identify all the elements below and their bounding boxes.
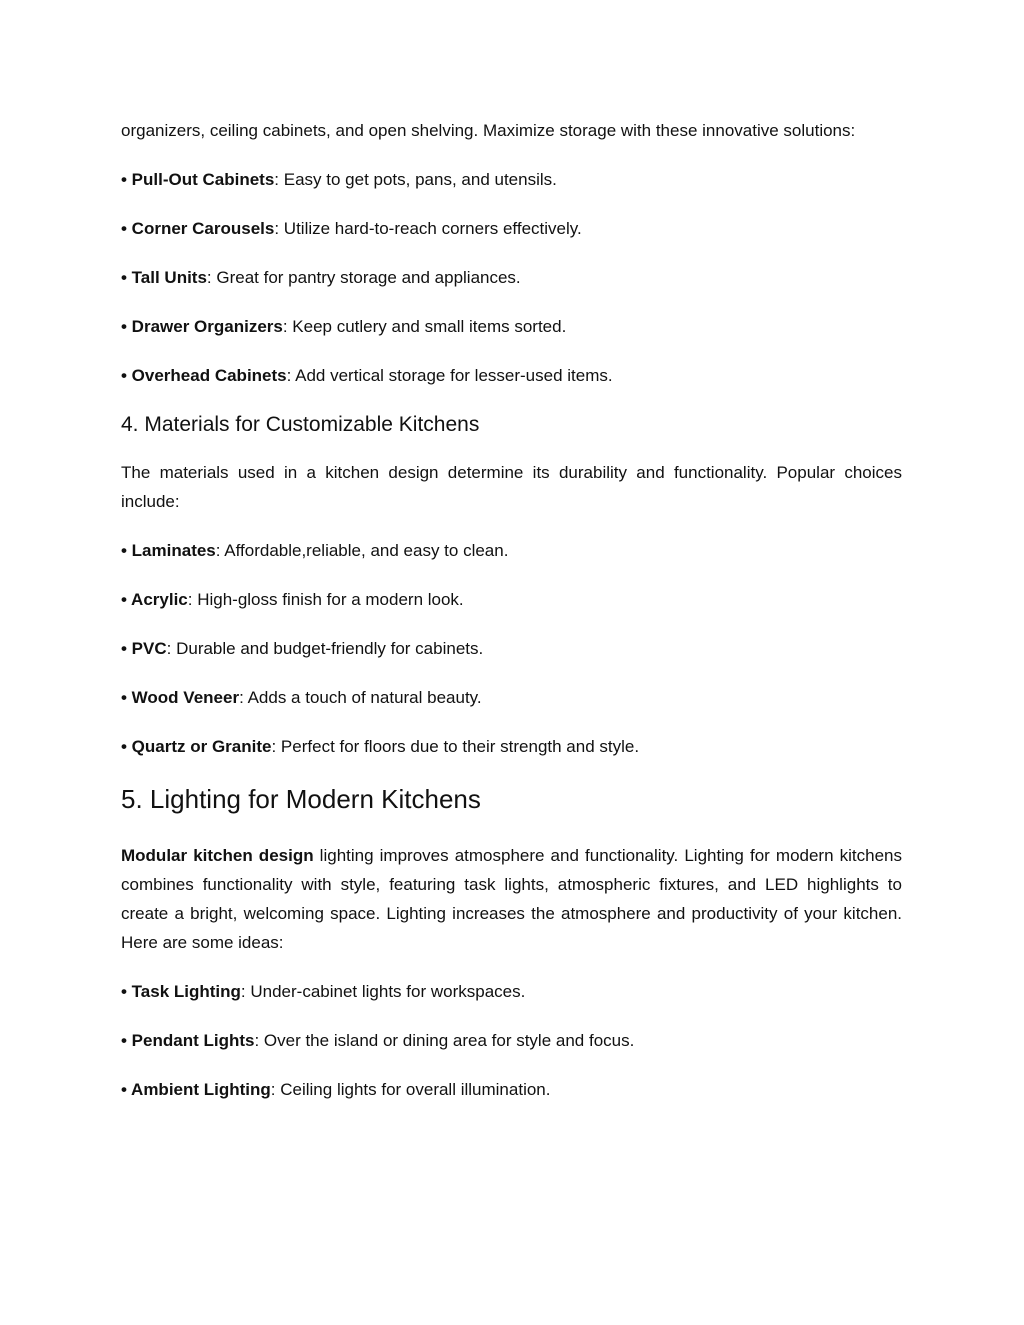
material-item-acrylic: [121, 585, 902, 614]
storage-item-overhead-cabinets: [121, 361, 902, 390]
material-item-wood-veneer: [121, 683, 902, 712]
document-page: [121, 116, 902, 1104]
storage-item-corner-carousels: [121, 214, 902, 243]
materials-intro-paragraph: The materials used in a kitchen design determine its durability and functionality. Popular choices include:: [121, 463, 902, 511]
lighting-item-pendant-lights: [121, 1026, 902, 1055]
storage-intro-paragraph: organizers, ceiling cabinets, and open shelving. Maximize storage with these innovative solutions:: [121, 121, 856, 140]
lighting-item-ambient-lighting: [121, 1075, 902, 1104]
item-desc: : Easy to get pots, pans, and utensils.: [274, 170, 557, 189]
materials-heading: 4. Materials for Customizable Kitchens: [121, 413, 480, 436]
item-term: • Wood Veneer: [121, 688, 240, 707]
material-item-pvc: [121, 634, 902, 663]
item-desc: : Perfect for floors due to their strength and style.: [271, 737, 640, 756]
item-term: • Acrylic: [121, 590, 188, 609]
lighting-heading: 5. Lighting for Modern Kitchens: [121, 784, 481, 814]
item-desc: : Keep cutlery and small items sorted.: [282, 317, 567, 336]
item-term: • PVC: [121, 639, 167, 658]
lighting-intro-bold: Modular kitchen design: [121, 846, 314, 865]
item-term: • Tall Units: [121, 268, 207, 287]
item-term: • Pull-Out Cabinets: [121, 170, 275, 189]
item-desc: : Under-cabinet lights for workspaces.: [240, 982, 526, 1001]
item-term: • Pendant Lights: [121, 1031, 255, 1050]
item-term: • Overhead Cabinets: [121, 366, 287, 385]
lighting-intro-rest: lighting improves atmosphere and functionality. Lighting for modern kitchens combines functionality with style, featuring task lights, atmospheric fixtures, and LED highlights to create a bright, welcoming space. Lighting increases the atmosphere and productivity of your kitchen. Here are some ideas:: [121, 846, 902, 952]
item-term: • Ambient Lighting: [121, 1080, 271, 1099]
item-desc: : Great for pantry storage and appliances.: [206, 268, 521, 287]
item-term: • Corner Carousels: [121, 219, 275, 238]
item-desc: : Adds a touch of natural beauty.: [239, 688, 482, 707]
material-item-laminates: [121, 536, 902, 565]
lighting-item-task-lighting: [121, 977, 902, 1006]
item-term: • Quartz or Granite: [121, 737, 272, 756]
item-term: • Laminates: [121, 541, 216, 560]
item-desc: : Ceiling lights for overall illumination.: [270, 1080, 551, 1099]
item-desc: : Utilize hard-to-reach corners effectively.: [274, 219, 582, 238]
storage-item-drawer-organizers: [121, 312, 902, 341]
item-desc: : Add vertical storage for lesser-used items.: [286, 366, 613, 385]
lighting-intro-paragraph: [121, 841, 902, 957]
item-term: • Task Lighting: [121, 982, 241, 1001]
item-desc: : Durable and budget-friendly for cabinets.: [166, 639, 484, 658]
storage-item-pull-out-cabinets: [121, 165, 902, 194]
storage-item-tall-units: [121, 263, 902, 292]
item-desc: : Over the island or dining area for style and focus.: [254, 1031, 635, 1050]
item-term: • Drawer Organizers: [121, 317, 283, 336]
item-desc: : High-gloss finish for a modern look.: [187, 590, 464, 609]
item-desc: : Affordable,reliable, and easy to clean.: [215, 541, 509, 560]
material-item-quartz-or-granite: [121, 732, 902, 761]
